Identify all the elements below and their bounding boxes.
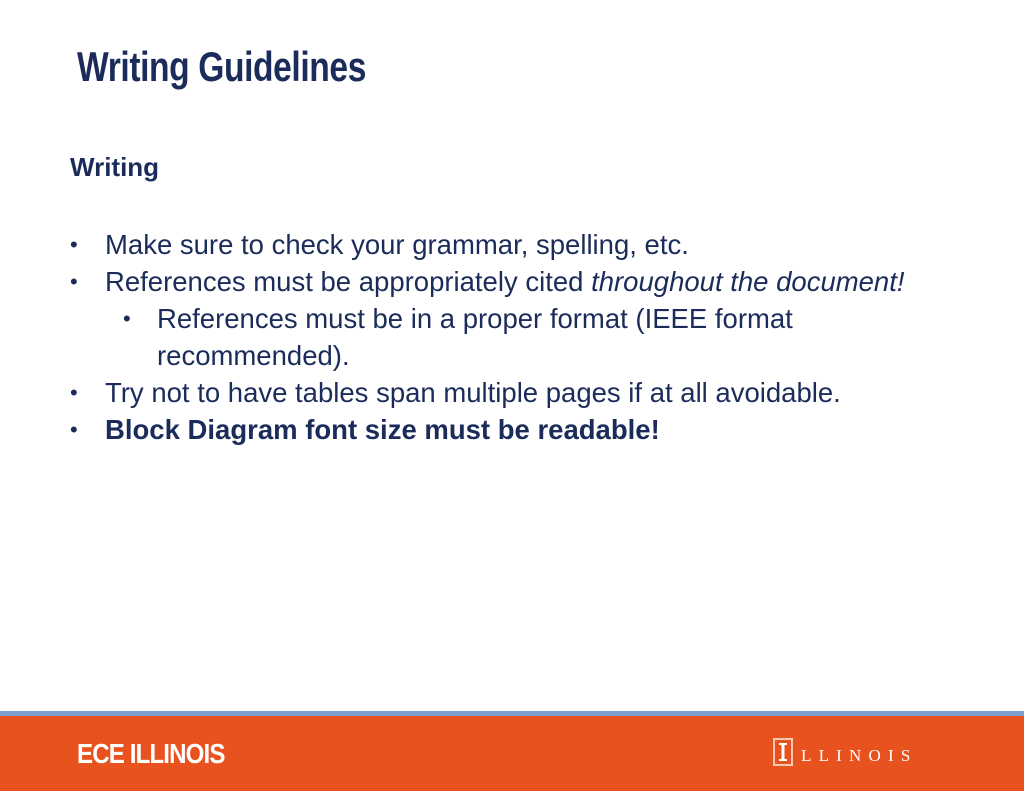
- bullet-marker: •: [70, 232, 78, 257]
- bullet-text-plain: References must be appropriately cited: [105, 266, 592, 297]
- bullet-list: [70, 226, 970, 448]
- bullet-text-emphasis: throughout the document!: [591, 266, 905, 297]
- bullet-text: Make sure to check your grammar, spelling, etc.: [105, 229, 689, 260]
- bullet-text: [70, 263, 970, 300]
- bullet-marker: •: [70, 417, 78, 442]
- bullet-text: Block Diagram font size must be readable!: [105, 414, 660, 445]
- footer-ece-illinois-wordmark: ECE ILLINOIS: [77, 738, 225, 769]
- bullet-marker: •: [70, 380, 78, 405]
- bullet-item: [70, 263, 970, 300]
- section-heading: Writing: [70, 152, 160, 182]
- block-i-logo-icon: [773, 738, 793, 766]
- bullet-item: [70, 374, 970, 411]
- footer-illinois-wordmark: LLINOIS: [801, 746, 918, 765]
- bullet-text: References must be in a proper format (IEEE format recommended).: [157, 303, 793, 371]
- bullet-marker: •: [123, 306, 131, 331]
- bullet-item: [70, 411, 970, 448]
- slide-title: Writing Guidelines: [77, 43, 366, 90]
- bullet-text: Try not to have tables span multiple pages if at all avoidable.: [105, 377, 841, 408]
- sub-bullet-item: [70, 300, 970, 374]
- bullet-marker: •: [70, 269, 78, 294]
- bullet-item: [70, 226, 970, 263]
- footer-bar: [0, 716, 1024, 791]
